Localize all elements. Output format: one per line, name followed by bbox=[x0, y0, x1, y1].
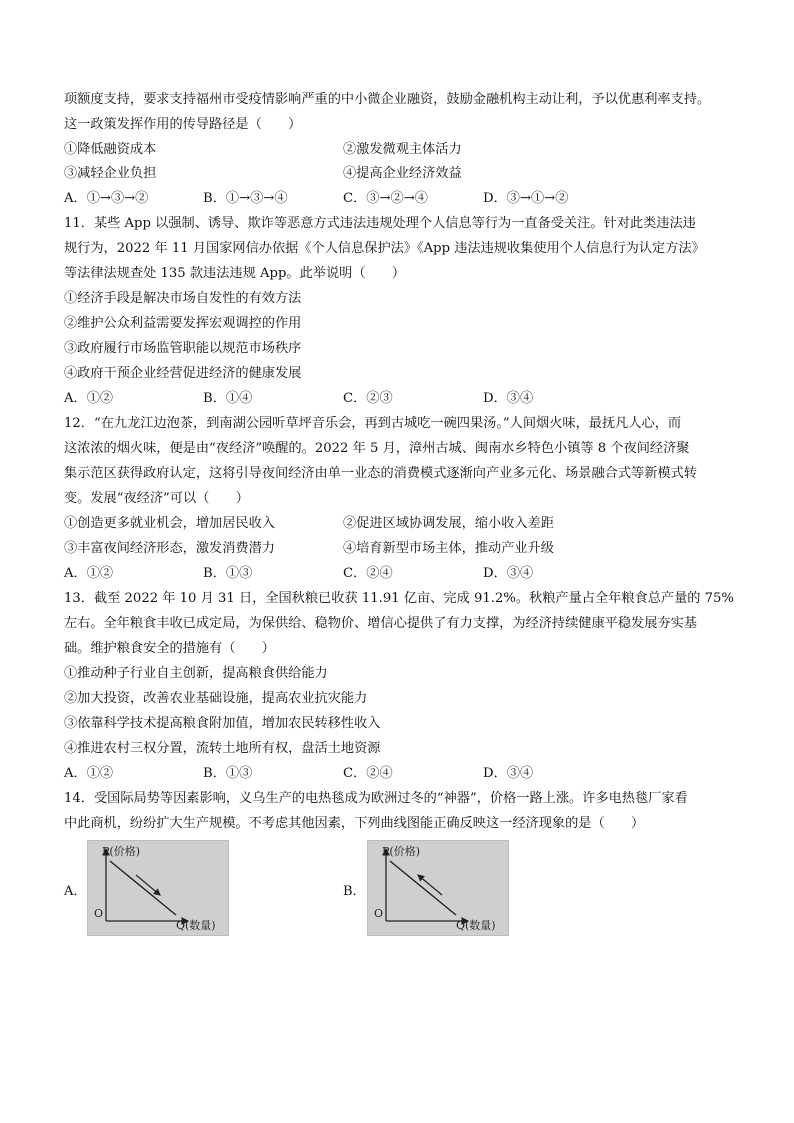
trend-arrow-up-left-icon bbox=[418, 875, 442, 895]
q12-option-c[interactable]: C．②④ bbox=[343, 566, 393, 581]
q11-stem-line3: 等法律法规查处 135 款违法违规 App。此举说明（ ） bbox=[64, 266, 406, 281]
q12-stem-line1: 12．“在九龙江边泡茶，到南湖公园听草坪音乐会，再到古城吃一碗四果汤。”人间烟火味，最抚凡人心，而 bbox=[64, 416, 682, 431]
q12-stem-line3: 集示范区获得政府认定，这将引导夜间经济由单一业态的消费模式逐渐向产业多元化、场景融合式等新模式转 bbox=[64, 466, 697, 481]
q13-item-1: ①推动种子行业自主创新，提高粮食供给能力 bbox=[64, 666, 328, 681]
q10-item-1: ①降低融资成本 bbox=[64, 142, 157, 157]
q12-item-2: ②促进区域协调发展，缩小收入差距 bbox=[343, 516, 554, 531]
q12-stem-line2: 这浓浓的烟火味，便是由“夜经济”唤醒的。2022 年 5 月，漳州古城、闽南水乡特色小镇等 8 个夜间经济聚 bbox=[64, 441, 690, 456]
q10-option-a[interactable]: A．①→③→② bbox=[64, 191, 149, 206]
q12-item-1: ①创造更多就业机会，增加居民收入 bbox=[64, 516, 275, 531]
q13-option-d[interactable]: D．③④ bbox=[483, 766, 534, 781]
q12-stem-line4: 变。发展“夜经济”可以（ ） bbox=[64, 491, 249, 506]
q11-option-c[interactable]: C．②③ bbox=[343, 391, 393, 406]
q13-item-3: ③依靠科学技术提高粮食附加值，增加农民转移性收入 bbox=[64, 716, 381, 731]
q11-item-3: ③政府履行市场监管职能以规范市场秩序 bbox=[64, 341, 302, 356]
q11-option-a[interactable]: A．①② bbox=[64, 391, 114, 406]
q11-option-d[interactable]: D．③④ bbox=[483, 391, 534, 406]
demand-curve bbox=[390, 861, 456, 915]
q11-option-b[interactable]: B．①④ bbox=[203, 391, 253, 406]
q10-option-c[interactable]: C．③→②→④ bbox=[343, 191, 428, 206]
demand-curve bbox=[110, 861, 176, 915]
q10-item-2: ②激发微观主体活力 bbox=[343, 142, 462, 157]
q12-option-a[interactable]: A．①② bbox=[64, 566, 114, 581]
q10-option-d[interactable]: D．③→①→② bbox=[483, 191, 569, 206]
q11-stem-line2: 规行为，2022 年 11 月国家网信办依据《个人信息保护法》《App 违法违规收集使用个人信息行为认定方法》 bbox=[64, 241, 705, 256]
q12-option-b[interactable]: B．①③ bbox=[203, 566, 253, 581]
q14-stem-line1: 14．受国际局势等因素影响，义乌生产的电热毯成为欧洲过冬的“神器”，价格一路上涨。许多电热毯厂家看 bbox=[64, 791, 688, 806]
q14-figure-a-y-label: P(价格) bbox=[102, 845, 140, 858]
q14-figure-b-y-label: P(价格) bbox=[382, 845, 420, 858]
q11-item-2: ②维护公众利益需要发挥宏观调控的作用 bbox=[64, 316, 302, 331]
q14-figure-a-x-label: Q(数量) bbox=[176, 919, 216, 932]
q12-item-3: ③丰富夜间经济形态，激发消费潜力 bbox=[64, 541, 275, 556]
q14-figure-a-origin: O bbox=[94, 907, 104, 920]
q10-stem-line2: 这一政策发挥作用的传导路径是（ ） bbox=[64, 117, 302, 132]
q14-figure-a[interactable] bbox=[87, 840, 229, 936]
q13-stem-line1: 13．截至 2022 年 10 月 31 日，全国秋粮已收获 11.91 亿亩、完成 91.2%。秋粮产量占全年粮食总产量的 75% bbox=[64, 591, 734, 606]
q14-figure-b-label[interactable]: B． bbox=[343, 884, 366, 899]
q14-figure-b-x-label: Q(数量) bbox=[456, 919, 496, 932]
q13-item-2: ②加大投资，改善农业基础设施，提高农业抗灾能力 bbox=[64, 691, 368, 706]
q13-stem-line3: 础。维护粮食安全的措施有（ ） bbox=[64, 641, 275, 656]
q14-figure-a-label[interactable]: A． bbox=[64, 884, 87, 899]
q11-item-4: ④政府干预企业经营促进经济的健康发展 bbox=[64, 366, 302, 381]
q10-option-b[interactable]: B．①→③→④ bbox=[203, 191, 288, 206]
q11-stem-line1: 11．某些 App 以强制、诱导、欺诈等恶意方式违法违规处理个人信息等行为一直备受关注。针对此类违法违 bbox=[64, 216, 696, 231]
q10-item-3: ③减轻企业负担 bbox=[64, 166, 157, 181]
q14-stem-line2: 中此商机，纷纷扩大生产规模。不考虑其他因素，下列曲线图能正确反映这一经济现象的是（ ） bbox=[64, 816, 645, 831]
q13-option-a[interactable]: A．①② bbox=[64, 766, 114, 781]
q12-item-4: ④培育新型市场主体，推动产业升级 bbox=[343, 541, 554, 556]
q13-stem-line2: 左右。全年粮食丰收已成定局，为保供给、稳物价、增信心提供了有力支撑，为经济持续健康平稳发展夯实基 bbox=[64, 616, 697, 631]
q14-figure-b-origin: O bbox=[374, 907, 384, 920]
q14-figure-b[interactable] bbox=[367, 840, 509, 936]
q13-option-b[interactable]: B．①③ bbox=[203, 766, 253, 781]
q11-item-1: ①经济手段是解决市场自发性的有效方法 bbox=[64, 291, 302, 306]
q12-option-d[interactable]: D．③④ bbox=[483, 566, 534, 581]
q10-item-4: ④提高企业经济效益 bbox=[343, 166, 462, 181]
q13-item-4: ④推进农村三权分置，流转土地所有权，盘活土地资源 bbox=[64, 741, 381, 756]
q10-stem-line1: 项额度支持，要求支持福州市受疫情影响严重的中小微企业融资，鼓励金融机构主动让利，予以优惠利率支持。 bbox=[64, 92, 711, 107]
q13-option-c[interactable]: C．②④ bbox=[343, 766, 393, 781]
